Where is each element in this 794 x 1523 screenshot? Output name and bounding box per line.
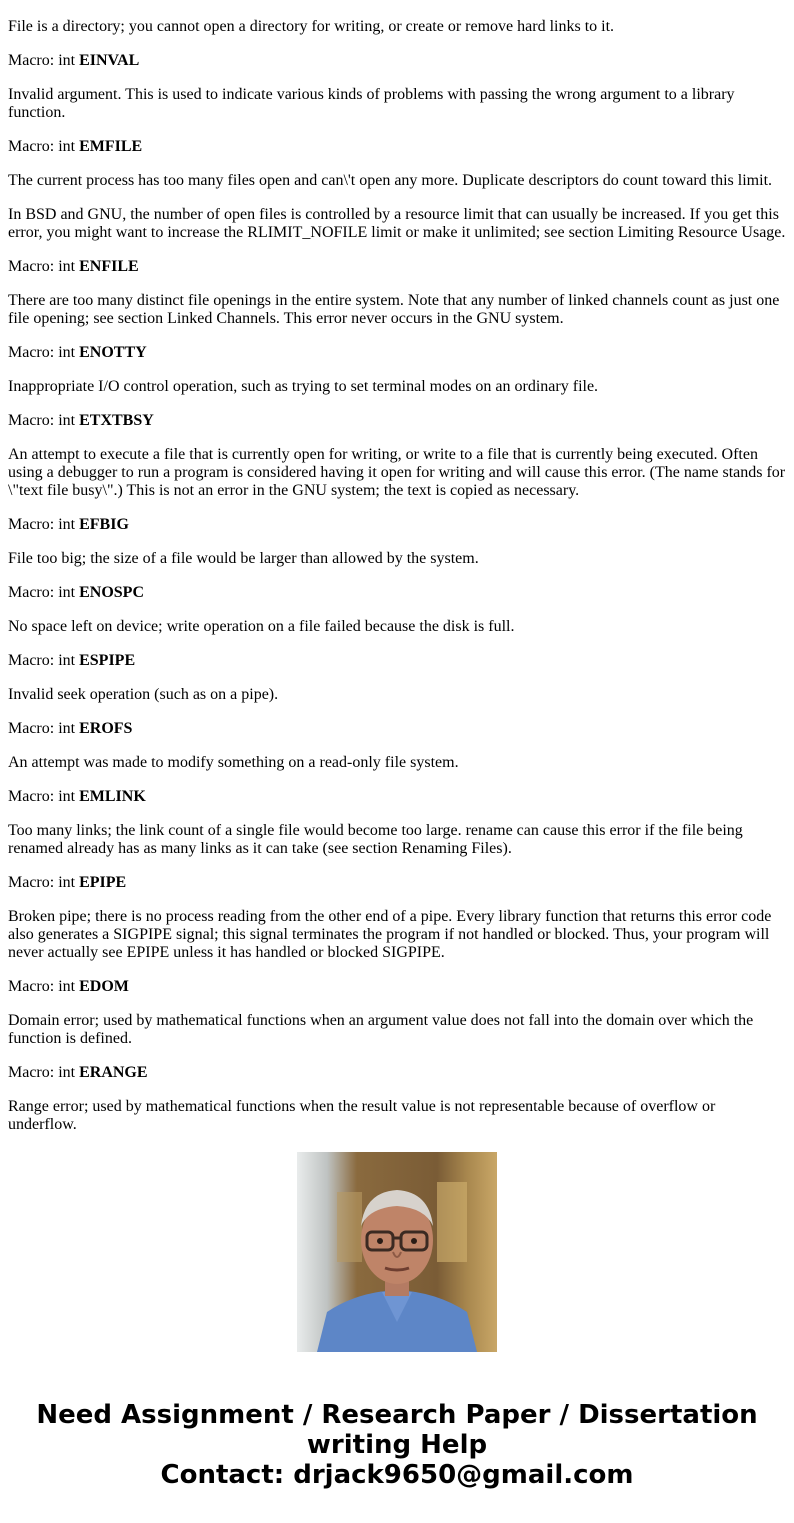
macro-prefix: Macro: int <box>8 138 80 155</box>
promo-line-1: Need Assignment / Research Paper / Dissertation <box>36 1400 758 1430</box>
macro-name: ETXTBSY <box>79 412 154 429</box>
macro-name: ENFILE <box>79 258 139 275</box>
macro-description: Too many links; the link count of a single file would become too large. rename can cause this error if the file being renamed already has as many links as it can take (see section Renaming Files). <box>8 822 743 857</box>
macro-description: Invalid argument. This is used to indicate various kinds of problems with passing the wrong argument to a library function. <box>8 86 735 121</box>
macro-heading <box>8 788 786 806</box>
macro-prefix: Macro: int <box>8 652 80 669</box>
macro-description: There are too many distinct file openings in the entire system. Note that any number of linked channels count as just one file opening; see section Linked Channels. This error never occurs in the GNU system. <box>8 292 780 327</box>
macro-description: Domain error; used by mathematical functions when an argument value does not fall into the domain over which the function is defined. <box>8 1012 754 1047</box>
macro-description: An attempt was made to modify something on a read-only file system. <box>8 754 459 771</box>
macro-prefix: Macro: int <box>8 52 80 69</box>
macro-prefix: Macro: int <box>8 516 80 533</box>
person-photo-icon <box>297 1152 497 1352</box>
macro-prefix: Macro: int <box>8 412 80 429</box>
macro-description: Invalid seek operation (such as on a pipe). <box>8 686 279 703</box>
macro-prefix: Macro: int <box>8 258 80 275</box>
macro-name: EPIPE <box>79 874 127 891</box>
macro-heading <box>8 412 786 430</box>
macro-name: EDOM <box>79 978 129 995</box>
macro-name: EMLINK <box>79 788 146 805</box>
macro-prefix: Macro: int <box>8 1064 80 1081</box>
macro-heading <box>8 138 786 156</box>
macro-prefix: Macro: int <box>8 584 80 601</box>
macro-prefix: Macro: int <box>8 874 80 891</box>
macro-description: Inappropriate I/O control operation, such as trying to set terminal modes on an ordinary file. <box>8 378 599 395</box>
promo-text <box>0 1400 794 1490</box>
macro-description: The current process has too many files open and can\'t open any more. Duplicate descriptors do count toward this limit. <box>8 172 773 189</box>
promo-contact: Contact: drjack9650@gmail.com <box>160 1460 634 1490</box>
macro-name: EMFILE <box>79 138 143 155</box>
macro-heading <box>8 720 786 738</box>
macro-heading <box>8 652 786 670</box>
macro-name: EFBIG <box>79 516 129 533</box>
macro-description: An attempt to execute a file that is currently open for writing, or write to a file that is currently being executed. Often using a debugger to run a program is considered having it open for writing and will cause this error. (The name stands for \"text file busy\".) This is not an error in the GNU system; the text is copied as necessary. <box>8 446 786 499</box>
macro-name: ENOTTY <box>79 344 147 361</box>
macro-heading <box>8 584 786 602</box>
macro-prefix: Macro: int <box>8 720 80 737</box>
macro-prefix: Macro: int <box>8 344 80 361</box>
macro-prefix: Macro: int <box>8 788 80 805</box>
macro-name: EROFS <box>79 720 133 737</box>
macro-heading <box>8 52 786 70</box>
macro-heading <box>8 258 786 276</box>
macro-name: ERANGE <box>79 1064 148 1081</box>
macro-heading <box>8 516 786 534</box>
author-photo <box>297 1152 497 1352</box>
promo-section <box>0 1152 794 1490</box>
macro-heading <box>8 1064 786 1082</box>
macro-description: File too big; the size of a file would be larger than allowed by the system. <box>8 550 479 567</box>
macro-name: ENOSPC <box>79 584 144 601</box>
macro-heading <box>8 344 786 362</box>
macro-description: Broken pipe; there is no process reading from the other end of a pipe. Every library function that returns this error code also generates a SIGPIPE signal; this signal terminates the program if not handled or blocked. Thus, your program will never actually see EPIPE unless it has handled or blocked SIGPIPE. <box>8 908 772 961</box>
macro-name: EINVAL <box>79 52 140 69</box>
macro-description: In BSD and GNU, the number of open files is controlled by a resource limit that can usually be increased. If you get this error, you might want to increase the RLIMIT_NOFILE limit or make it unlimited; see section Limiting Resource Usage. <box>8 206 786 241</box>
macro-name: ESPIPE <box>79 652 136 669</box>
macro-heading <box>8 978 786 996</box>
macro-heading <box>8 874 786 892</box>
macro-prefix: Macro: int <box>8 978 80 995</box>
macro-description: Range error; used by mathematical functions when the result value is not representable because of overflow or underflow. <box>8 1098 716 1133</box>
promo-line-2: writing Help <box>306 1430 488 1460</box>
macro-description: No space left on device; write operation on a file failed because the disk is full. <box>8 618 515 635</box>
intro-paragraph: File is a directory; you cannot open a directory for writing, or create or remove hard links to it. <box>8 18 615 35</box>
